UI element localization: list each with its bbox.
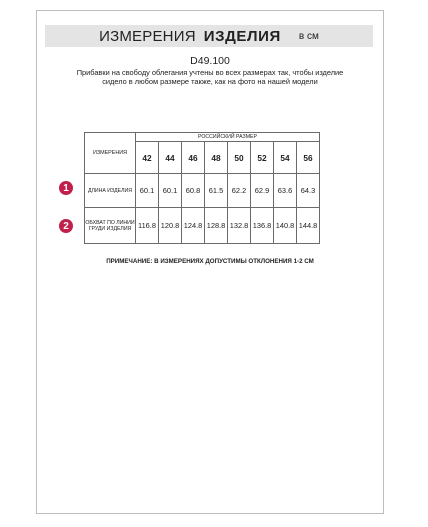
value-cell: 63.6 bbox=[274, 174, 297, 208]
value-cell: 60.1 bbox=[159, 174, 182, 208]
value-cell: 132.8 bbox=[228, 208, 251, 244]
row-label: ОБХВАТ ПО ЛИНИИ ГРУДИ ИЗДЕЛИЯ bbox=[85, 208, 136, 244]
value-cell: 60.1 bbox=[136, 174, 159, 208]
value-cell: 144.8 bbox=[297, 208, 320, 244]
marker-badge-2: 2 bbox=[59, 219, 73, 233]
value-cell: 116.8 bbox=[136, 208, 159, 244]
size-cell: 48 bbox=[205, 142, 228, 174]
value-cell: 120.8 bbox=[159, 208, 182, 244]
value-cell: 62.2 bbox=[228, 174, 251, 208]
product-description: Прибавки на свободу облегания учтены во всех размерах так, чтобы изделие сидело в любом размере также, как на фото на нашей модели bbox=[76, 68, 344, 87]
value-cell: 60.8 bbox=[182, 174, 205, 208]
size-cell: 54 bbox=[274, 142, 297, 174]
measurement-sheet bbox=[36, 10, 384, 514]
measure-header: ИЗМЕРЕНИЯ bbox=[85, 133, 136, 174]
title-banner bbox=[45, 25, 373, 47]
value-cell: 136.8 bbox=[251, 208, 274, 244]
row-label: ДЛИНА ИЗДЕЛИЯ bbox=[85, 174, 136, 208]
value-cell: 64.3 bbox=[297, 174, 320, 208]
value-cell: 140.8 bbox=[274, 208, 297, 244]
product-code: D49.100 bbox=[190, 55, 230, 67]
table-row bbox=[85, 174, 320, 208]
title-light: ИЗМЕРЕНИЯ bbox=[99, 27, 196, 45]
size-cell: 42 bbox=[136, 142, 159, 174]
size-cell: 56 bbox=[297, 142, 320, 174]
title-unit: в см bbox=[298, 30, 319, 42]
value-cell: 128.8 bbox=[205, 208, 228, 244]
size-cell: 50 bbox=[228, 142, 251, 174]
marker-badge-1: 1 bbox=[59, 181, 73, 195]
size-cell: 44 bbox=[159, 142, 182, 174]
value-cell: 62.9 bbox=[251, 174, 274, 208]
size-cell: 46 bbox=[182, 142, 205, 174]
title-bold: ИЗДЕЛИЯ bbox=[203, 27, 281, 45]
table-header-row bbox=[85, 133, 320, 142]
size-table bbox=[84, 132, 320, 244]
tolerance-note: ПРИМЕЧАНИЕ: В ИЗМЕРЕНИЯХ ДОПУСТИМЫ ОТКЛОНЕНИЯ 1-2 СМ bbox=[106, 258, 314, 265]
size-cell: 52 bbox=[251, 142, 274, 174]
size-group-header: РОССИЙСКИЙ РАЗМЕР bbox=[136, 133, 320, 142]
table-row bbox=[85, 208, 320, 244]
value-cell: 61.5 bbox=[205, 174, 228, 208]
value-cell: 124.8 bbox=[182, 208, 205, 244]
